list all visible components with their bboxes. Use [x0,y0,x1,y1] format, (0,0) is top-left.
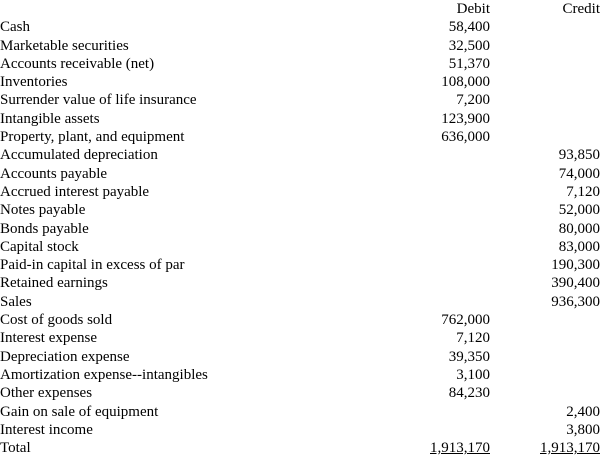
total-row [0,439,600,457]
debit-value [415,421,490,439]
credit-value: 52,000 [558,202,600,219]
credit-column-header: Credit [562,1,600,17]
debit-value [415,238,490,256]
table-row [0,311,600,329]
debit-value [415,403,490,421]
credit-value [490,73,600,91]
account-label: Property, plant, and equipment [0,129,185,146]
table-row [0,73,600,91]
debit-value: 51,370 [448,55,490,72]
total-debit-underlined: 1,913,170 [430,440,490,457]
credit-value: 2,400 [566,403,600,420]
table-row [0,18,600,36]
debit-value [415,165,490,183]
table-row [0,220,600,238]
debit-value [415,146,490,164]
debit-value [415,201,490,219]
debit-value: 32,500 [448,37,490,54]
account-label: Amortization expense--intangibles [0,366,208,383]
account-label: Accounts payable [0,165,108,182]
credit-value [490,55,600,73]
account-label: Paid-in capital in excess of par [0,257,185,274]
credit-value: 390,400 [551,275,600,292]
table-row [0,403,600,421]
table-row [0,146,600,164]
credit-value: 83,000 [558,238,600,255]
table-row [0,348,600,366]
debit-value: 7,120 [456,330,490,347]
debit-value: 108,000 [441,74,490,91]
debit-value: 762,000 [441,312,490,329]
account-label: Notes payable [0,202,86,219]
account-label: Cost of goods sold [0,312,113,329]
account-label: Retained earnings [0,275,108,292]
header-row [0,0,600,18]
account-label: Inventories [0,74,68,91]
credit-value [490,110,600,128]
account-label: Surrender value of life insurance [0,92,197,109]
table-row [0,421,600,439]
debit-value: 84,230 [448,385,490,402]
table-row [0,55,600,73]
debit-column-header: Debit [456,1,490,17]
credit-value: 3,800 [566,421,600,438]
credit-value [490,348,600,366]
account-column-header [0,0,415,18]
account-label: Gain on sale of equipment [0,403,159,420]
account-label: Capital stock [0,238,79,255]
credit-value [490,384,600,402]
debit-value [415,293,490,311]
debit-value [415,274,490,292]
debit-value [415,183,490,201]
debit-value: 58,400 [448,19,490,36]
table-row [0,384,600,402]
table-row [0,366,600,384]
debit-value [415,220,490,238]
table-row [0,183,600,201]
debit-value: 3,100 [456,366,490,383]
credit-value [490,366,600,384]
credit-value: 93,850 [558,147,600,164]
credit-value [490,91,600,109]
total-debit-value [415,439,490,457]
credit-value [490,311,600,329]
table-row [0,201,600,219]
account-label: Sales [0,293,32,310]
total-label: Total [0,440,31,457]
total-credit-underlined: 1,913,170 [540,440,600,457]
account-label: Marketable securities [0,37,129,54]
table-row [0,128,600,146]
account-label: Intangible assets [0,110,100,127]
credit-value: 936,300 [551,293,600,310]
credit-value [490,128,600,146]
table-row [0,274,600,292]
credit-value: 74,000 [558,165,600,182]
account-label: Accounts receivable (net) [0,55,155,72]
table-row [0,256,600,274]
debit-value: 123,900 [441,110,490,127]
credit-value [490,37,600,55]
credit-value: 190,300 [551,257,600,274]
table-row [0,165,600,183]
table-row [0,110,600,128]
account-label: Other expenses [0,385,93,402]
table-row [0,37,600,55]
account-label: Accumulated depreciation [0,147,158,164]
credit-value [490,329,600,347]
table-row [0,238,600,256]
credit-value [490,18,600,36]
account-label: Cash [0,19,30,36]
account-label: Accrued interest payable [0,183,150,200]
credit-value: 80,000 [558,220,600,237]
account-label: Bonds payable [0,220,89,237]
debit-value: 636,000 [441,129,490,146]
table-row [0,91,600,109]
account-label: Interest income [0,421,93,438]
table-row [0,293,600,311]
debit-value: 39,350 [448,348,490,365]
debit-value: 7,200 [456,92,490,109]
debit-value [415,256,490,274]
account-label: Interest expense [0,330,98,347]
account-label: Depreciation expense [0,348,130,365]
total-credit-value [490,439,600,457]
table-row [0,329,600,347]
credit-value: 7,120 [566,183,600,200]
